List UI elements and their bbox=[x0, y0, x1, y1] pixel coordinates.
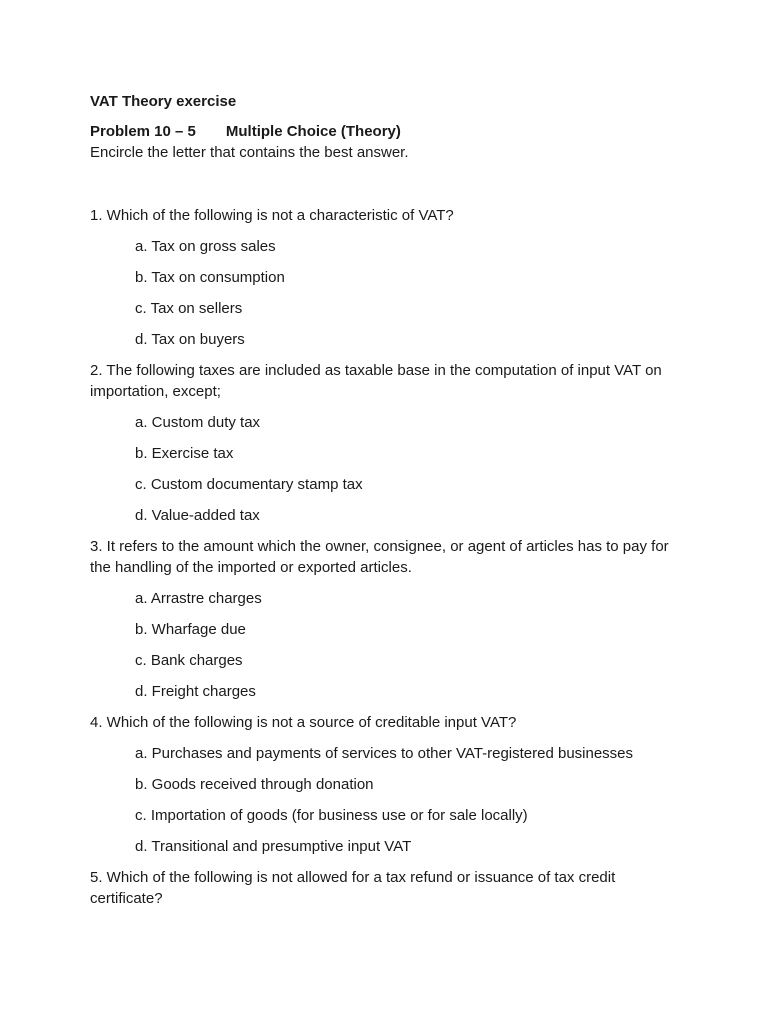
choice-a[interactable]: a. Purchases and payments of services to other VAT-registered businesses bbox=[135, 745, 634, 762]
problem-heading: Multiple Choice (Theory) bbox=[225, 123, 401, 140]
choice-d[interactable]: d. Tax on buyers bbox=[135, 331, 245, 348]
choice-a[interactable]: a. Arrastre charges bbox=[135, 590, 262, 607]
choice-a[interactable]: a. Tax on gross sales bbox=[135, 238, 276, 255]
choice-list bbox=[90, 236, 680, 350]
choice-b[interactable]: b. Goods received through donation bbox=[135, 776, 374, 793]
question-list bbox=[90, 205, 680, 909]
choice-c[interactable]: c. Custom documentary stamp tax bbox=[135, 476, 363, 493]
instruction-text: Encircle the letter that contains the best answer. bbox=[90, 144, 409, 161]
question-4 bbox=[90, 712, 680, 857]
problem-header bbox=[90, 122, 401, 142]
question-5 bbox=[90, 867, 680, 909]
question-text: 3. It refers to the amount which the owner, consignee, or agent of articles has to pay for the handling of the imported or exported articles. bbox=[90, 538, 669, 576]
choice-b[interactable]: b. Tax on consumption bbox=[135, 269, 285, 286]
question-1 bbox=[90, 205, 680, 350]
choice-c[interactable]: c. Bank charges bbox=[135, 652, 243, 669]
question-text: 4. Which of the following is not a source of creditable input VAT? bbox=[90, 714, 517, 731]
question-text: 2. The following taxes are included as taxable base in the computation of input VAT on importation, except; bbox=[90, 362, 662, 400]
question-text: 1. Which of the following is not a characteristic of VAT? bbox=[90, 207, 454, 224]
choice-d[interactable]: d. Transitional and presumptive input VAT bbox=[135, 838, 412, 855]
problem-label: Problem 10 – 5 bbox=[90, 123, 196, 140]
choice-list bbox=[90, 743, 680, 857]
choice-list bbox=[90, 588, 680, 702]
choice-d[interactable]: d. Freight charges bbox=[135, 683, 256, 700]
choice-b[interactable]: b. Exercise tax bbox=[135, 445, 234, 462]
document-title: VAT Theory exercise bbox=[90, 93, 237, 110]
question-text: 5. Which of the following is not allowed for a tax refund or issuance of tax credit certificate? bbox=[90, 869, 616, 907]
question-3 bbox=[90, 536, 680, 702]
question-2 bbox=[90, 360, 680, 526]
choice-c[interactable]: c. Importation of goods (for business use or for sale locally) bbox=[135, 807, 528, 824]
choice-a[interactable]: a. Custom duty tax bbox=[135, 414, 261, 431]
choice-b[interactable]: b. Wharfage due bbox=[135, 621, 246, 638]
choice-d[interactable]: d. Value-added tax bbox=[135, 507, 260, 524]
choice-list bbox=[90, 412, 680, 526]
choice-c[interactable]: c. Tax on sellers bbox=[135, 300, 243, 317]
